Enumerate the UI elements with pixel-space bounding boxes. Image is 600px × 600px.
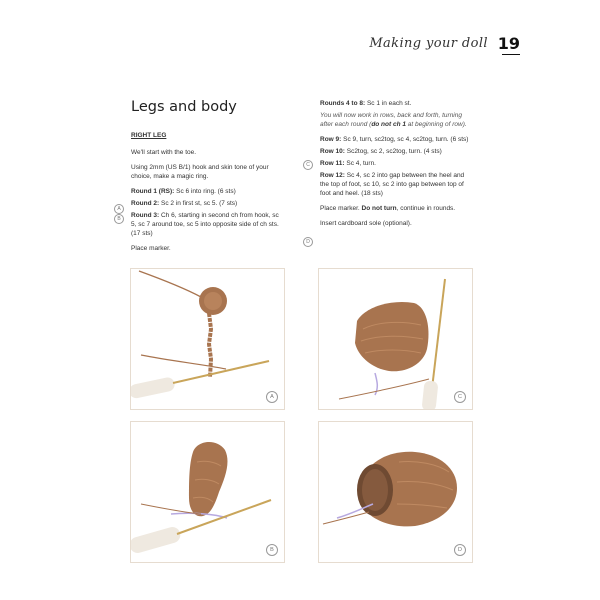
photo-step-b [130,421,285,563]
row-9 [320,135,470,144]
row-10-text: Sc2tog, sc 2, sc2tog, turn. (4 sts) [344,148,442,155]
round-2-label: Round 2: [131,200,160,207]
row-10-label: Row 10: [320,148,345,155]
round-3-label: Round 3: [131,212,160,219]
rows-note [320,111,470,129]
row-9-text: Sc 9, turn, sc2tog, sc 4, sc2tog, turn. (6 sts) [341,136,469,143]
round-1-label: Round 1 (RS): [131,188,175,195]
page-header [340,34,520,56]
photo-badge-a: A [266,391,278,403]
step-marker-c: C [303,160,313,170]
round-1 [131,187,281,196]
step-marker-d: D [303,237,313,247]
round-1-text: Sc 6 into ring. (6 sts) [174,188,236,195]
crochet-oval-toe-illustration [131,422,284,562]
rows-note-b: at beginning of row). [405,121,467,128]
right-column [320,99,470,234]
row-12-text: Sc 4, sc 2 into gap between the heel and the top of foot, sc 10, sc 2 into gap between top of foot and heel. (18 sts) [320,172,465,197]
page-number: 19 [497,34,520,53]
subhead-right-leg: RIGHT LEG [131,132,167,139]
photo-badge-d: D [454,544,466,556]
row-10 [320,147,470,156]
step-marker-b: B [114,214,124,224]
round-3-text: Ch 6, starting in second ch from hook, sc 5, sc 7 around toe, sc 5 into opposite side of ch sts. (17 sts) [131,212,279,237]
photo-badge-b: B [266,544,278,556]
photo-step-a [130,268,285,410]
row-9-label: Row 9: [320,136,342,143]
page-number-underline [502,54,520,55]
row-11-text: Sc 4, turn. [344,160,376,167]
rows-note-a: You will now work in rows, back and forth, turning after each round ( [320,112,462,128]
place-marker-text: Place marker. [131,245,171,252]
section-title: Legs and body [131,99,237,115]
photo-step-d [318,421,473,563]
crochet-foot-rows-illustration [319,269,472,409]
crochet-foot-sole-illustration [319,422,472,562]
running-title: Making your doll [369,36,488,51]
left-column [131,131,281,259]
place-marker-bold: Do not turn [361,205,397,212]
place-marker-continue [320,204,470,213]
row-12-label: Row 12: [320,172,345,179]
row-12 [320,171,470,198]
insert-sole-text: Insert cardboard sole (optional). [320,220,412,227]
round-2 [131,199,281,208]
rounds-4-8 [320,99,470,108]
round-3 [131,211,281,238]
row-11 [320,159,470,168]
row-11-label: Row 11: [320,160,345,167]
crochet-toe-chain-illustration [131,269,284,409]
round-2-text: Sc 2 in first st, sc 5. (7 sts) [159,200,238,207]
setup-text: Using 2mm (US B/1) hook and skin tone of your choice, make a magic ring. [131,164,269,180]
rows-note-bold: do not ch 1 [371,121,406,128]
intro-text: We'll start with the toe. [131,149,197,156]
photo-step-c [318,268,473,410]
step-marker-a: A [114,204,124,214]
photo-badge-c: C [454,391,466,403]
place-marker-b: , continue in rounds. [396,205,456,212]
rounds-4-8-text: Sc 1 in each st. [365,100,412,107]
rounds-4-8-label: Rounds 4 to 8: [320,100,366,107]
place-marker-a: Place marker. [320,205,362,212]
